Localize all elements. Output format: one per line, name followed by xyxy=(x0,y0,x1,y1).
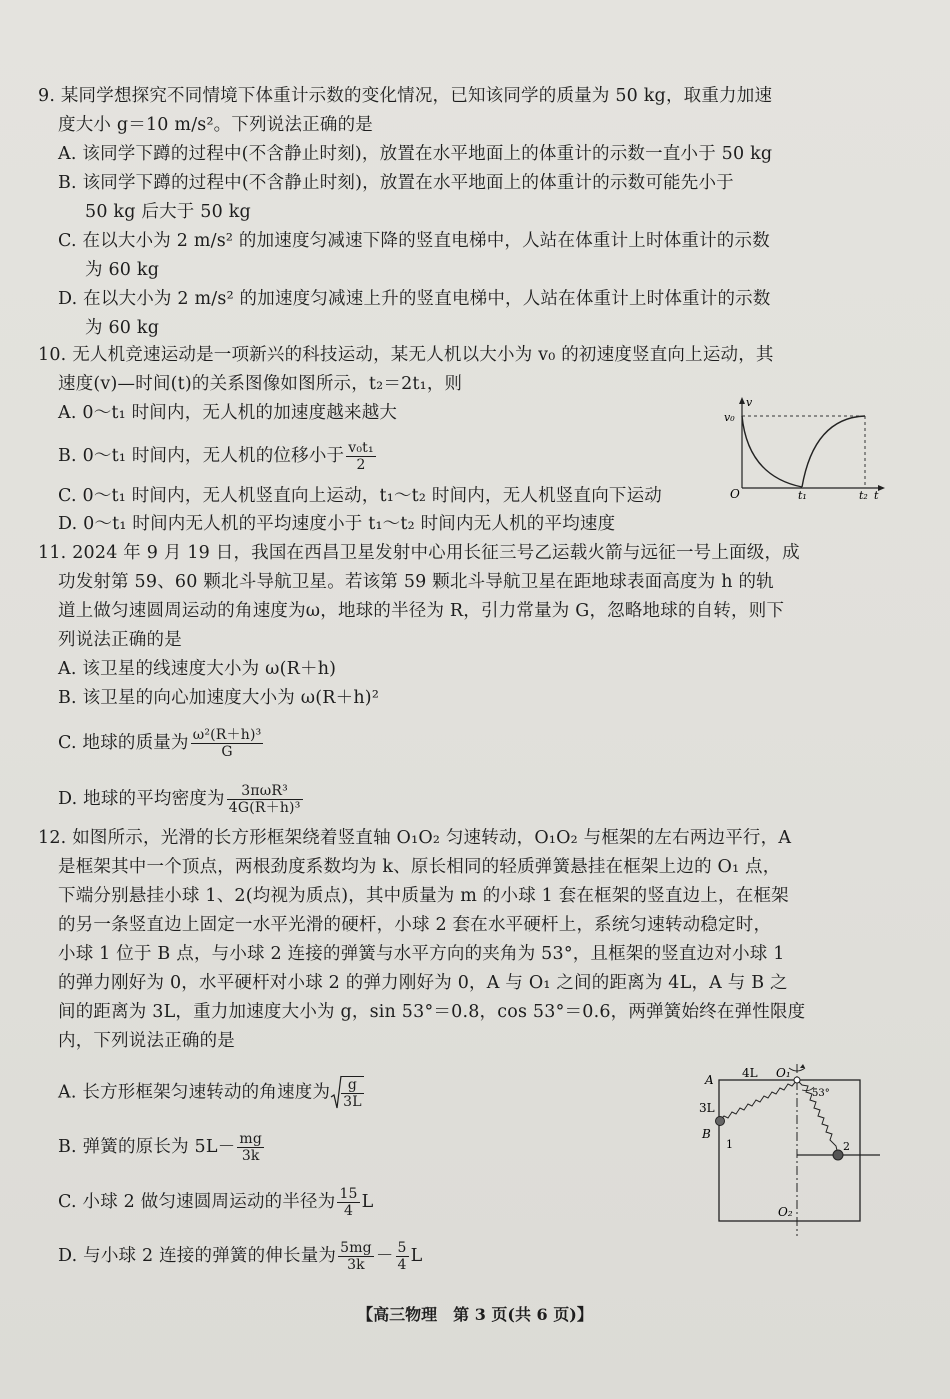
origin-label: O xyxy=(730,487,740,500)
fraction-numerator: 15 xyxy=(339,1186,358,1202)
q11-stem-line1: 11. 2024 年 9 月 19 日，我国在西昌卫星发射中心用长征三号乙运载火箭与远征一号上面级，成 xyxy=(38,543,800,563)
t2-label: t₂ xyxy=(859,489,868,500)
q10-option-d: D. 0～t₁ 时间内无人机的平均速度小于 t₁～t₂ 时间内无人机的平均速度 xyxy=(58,514,616,534)
ball-1 xyxy=(716,1117,725,1126)
q12-option-b-text: B. 弹簧的原长为 5L－ xyxy=(58,1137,236,1157)
q11-option-c xyxy=(58,727,265,760)
q11-option-d-fraction xyxy=(227,783,303,816)
fraction-numerator: mg xyxy=(239,1131,263,1147)
q10-option-b-fraction xyxy=(346,440,376,473)
q9-stem-line1: 9. 某同学想探究不同情境下体重计示数的变化情况，已知该同学的质量为 50 kg，取重力加速 xyxy=(38,86,773,106)
q12-option-c-text: C. 小球 2 做匀速圆周运动的半径为 xyxy=(58,1192,336,1212)
q11-stem-line3: 道上做匀速圆周运动的角速度为ω，地球的半径为 R，引力常量为 G，忽略地球的自转，则下 xyxy=(58,601,785,621)
fraction-numerator: g xyxy=(341,1077,364,1094)
fraction-denominator: 4G(R＋h)³ xyxy=(228,800,301,816)
fraction-numerator: 5mg xyxy=(340,1240,372,1256)
v-axis-arrow-icon xyxy=(739,397,745,404)
q10-option-a: A. 0～t₁ 时间内，无人机的加速度越来越大 xyxy=(58,403,398,423)
q9-option-a: A. 该同学下蹲的过程中(不含静止时刻)，放置在水平地面上的体重计的示数一直小于 50 kg xyxy=(58,144,773,164)
q12-option-d-fraction-1 xyxy=(338,1240,374,1273)
q9-option-c-line1: C. 在以大小为 2 m/s² 的加速度匀减速下降的竖直电梯中，人站在体重计上时体重计的示数 xyxy=(58,231,770,251)
q12-stem-line6: 的弹力刚好为 0，水平硬杆对小球 2 的弹力刚好为 0，A 与 O₁ 之间的距离为 4L，A 与 B 之 xyxy=(58,973,788,993)
q9-stem-line2: 度大小 g＝10 m/s²。下列说法正确的是 xyxy=(58,115,373,135)
label-o1: O₁ xyxy=(776,1066,791,1080)
q12-option-b-fraction xyxy=(237,1131,264,1164)
fraction-numerator: 5 xyxy=(397,1240,407,1256)
q10-option-b-text: B. 0～t₁ 时间内，无人机的位移小于 xyxy=(58,446,345,466)
fraction-denominator: 4 xyxy=(397,1257,407,1273)
page-footer: 【高三物理 第 3 页(共 6 页)】 xyxy=(357,1305,593,1324)
q12-option-a xyxy=(58,1075,366,1111)
q11-option-d xyxy=(58,783,305,816)
q11-option-a: A. 该卫星的线速度大小为 ω(R＋h) xyxy=(58,659,337,679)
q11-stem-line2: 功发射第 59、60 颗北斗导航卫星。若该第 59 颗北斗导航卫星在距地球表面高度为 h 的轨 xyxy=(58,572,774,592)
label-b: B xyxy=(702,1127,711,1141)
q12-option-d-text: D. 与小球 2 连接的弹簧的伸长量为 xyxy=(58,1246,337,1266)
q12-stem-line8: 内，下列说法正确的是 xyxy=(58,1031,235,1051)
fraction-denominator: 3k xyxy=(241,1148,260,1164)
q12-option-c-fraction xyxy=(337,1186,359,1219)
q12-option-d xyxy=(58,1240,422,1273)
acceleration-curve xyxy=(802,416,865,487)
q9-option-d-line2: 为 60 kg xyxy=(85,318,160,338)
fraction-denominator: 3k xyxy=(347,1257,365,1273)
deceleration-curve xyxy=(742,416,802,487)
q12-stem-line1: 12. 如图所示，光滑的长方形框架绕着竖直轴 O₁O₂ 匀速转动，O₁O₂ 与框架的左右两边平行，A xyxy=(38,828,792,848)
t1-label: t₁ xyxy=(798,489,807,500)
q12-option-d-fraction-2 xyxy=(396,1240,409,1273)
q10-velocity-time-graph xyxy=(722,394,887,500)
q11-option-c-text: C. 地球的质量为 xyxy=(58,733,189,753)
q12-option-a-text: A. 长方形框架匀速转动的角速度为 xyxy=(58,1082,331,1103)
v-axis-label: v xyxy=(746,396,753,409)
label-4l: 4L xyxy=(742,1066,758,1080)
ball-2 xyxy=(833,1150,843,1160)
rotation-arrowhead-icon xyxy=(800,1064,805,1068)
q9-option-d-line1: D. 在以大小为 2 m/s² 的加速度匀减速上升的竖直电梯中，人站在体重计上时体重计的示数 xyxy=(58,289,771,309)
q12-stem-line4: 的另一条竖直边上固定一水平光滑的硬杆，小球 2 套在水平硬杆上，系统匀速转动稳定时， xyxy=(58,915,772,935)
q12-stem-line5: 小球 1 位于 B 点，与小球 2 连接的弹簧与水平方向的夹角为 53°，且框架的竖直边对小球 1 xyxy=(58,944,785,964)
q12-option-a-fraction xyxy=(341,1076,364,1110)
q12-stem-line2: 是框架其中一个顶点，两根劲度系数均为 k、原长相同的轻质弹簧悬挂在框架上边的 O₁ 点， xyxy=(58,857,781,877)
q11-option-d-text: D. 地球的平均密度为 xyxy=(58,789,225,809)
fraction-denominator: G xyxy=(221,744,233,760)
fraction-numerator: ω²(R＋h)³ xyxy=(192,727,262,743)
q12-option-c xyxy=(58,1186,374,1219)
sqrt-icon xyxy=(330,1075,366,1111)
fraction-denominator: 4 xyxy=(344,1203,354,1219)
minus-sign: － xyxy=(375,1246,394,1266)
t-axis-label: t xyxy=(874,489,879,500)
fraction-numerator: 3πωR³ xyxy=(227,783,303,800)
t-axis-arrow-icon xyxy=(878,485,885,491)
spring-1 xyxy=(720,1080,797,1120)
label-3l: 3L xyxy=(699,1101,715,1115)
label-ball-2: 2 xyxy=(843,1140,850,1153)
q12-option-d-unit: L xyxy=(410,1246,423,1266)
q10-option-b xyxy=(58,440,378,473)
fraction-denominator: 2 xyxy=(356,457,366,473)
fraction-numerator: v₀t₁ xyxy=(348,440,374,456)
q11-option-c-fraction xyxy=(191,727,264,760)
q12-stem-line3: 下端分别悬挂小球 1、2(均视为质点)，其中质量为 m 的小球 1 套在框架的竖直边上，在框架 xyxy=(58,886,789,906)
q11-option-b: B. 该卫星的向心加速度大小为 ω(R＋h)² xyxy=(58,688,380,708)
q11-stem-line4: 列说法正确的是 xyxy=(58,630,182,650)
label-a: A xyxy=(705,1073,714,1087)
q12-option-c-unit: L xyxy=(361,1192,374,1212)
q12-option-b xyxy=(58,1131,266,1164)
q10-option-c: C. 0～t₁ 时间内，无人机竖直向上运动，t₁～t₂ 时间内，无人机竖直向下运动 xyxy=(58,486,662,506)
label-53-degree: 53° xyxy=(812,1088,830,1099)
v0-label: v₀ xyxy=(724,411,735,424)
q12-stem-line7: 间的距离为 3L，重力加速度大小为 g，sin 53°＝0.8，cos 53°＝0.6，两弹簧始终在弹性限度 xyxy=(58,1002,806,1022)
fraction-denominator: 3L xyxy=(343,1094,362,1110)
q10-stem-line1: 10. 无人机竞速运动是一项新兴的科技运动，某无人机以大小为 v₀ 的初速度竖直向上运动，其 xyxy=(38,345,774,365)
q9-option-b-line2: 50 kg 后大于 50 kg xyxy=(85,202,251,222)
q9-option-b-line1: B. 该同学下蹲的过程中(不含静止时刻)，放置在水平地面上的体重计的示数可能先小于 xyxy=(58,173,734,193)
pivot-o1 xyxy=(794,1077,800,1083)
label-ball-1: 1 xyxy=(726,1138,733,1151)
label-o2: O₂ xyxy=(778,1205,793,1219)
q12-rotating-frame-figure xyxy=(692,1060,884,1240)
q9-option-c-line2: 为 60 kg xyxy=(85,260,160,280)
q10-stem-line2: 速度(v)—时间(t)的关系图像如图所示，t₂＝2t₁，则 xyxy=(58,374,463,394)
